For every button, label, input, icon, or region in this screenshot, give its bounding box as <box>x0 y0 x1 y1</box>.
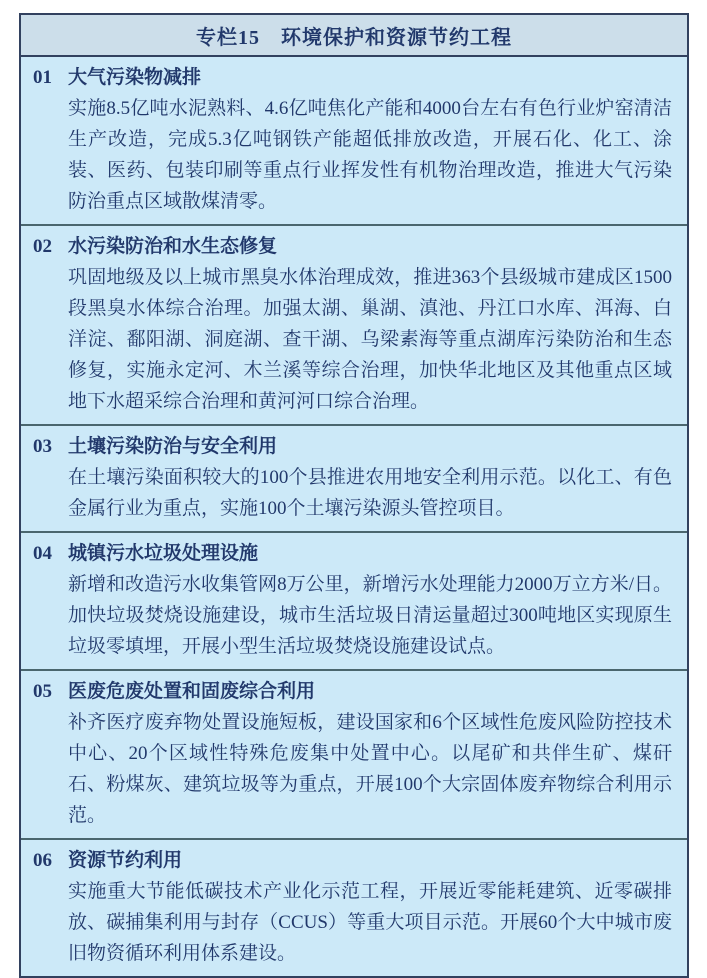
section-title: 土壤污染防治与安全利用 <box>68 436 278 457</box>
section-number: 02 <box>33 236 52 257</box>
section-heading <box>33 676 672 707</box>
section-01-air-pollution <box>21 57 687 224</box>
section-number: 04 <box>33 543 52 564</box>
section-title: 医废危废处置和固废综合利用 <box>68 681 316 702</box>
section-06-resource-conservation <box>21 838 687 976</box>
panel-title: 专栏15 环境保护和资源节约工程 <box>21 15 687 57</box>
section-body-text: 补齐医疗废弃物处置设施短板，建设国家和6个区域性危废风险防控技术中心、20个区域性特殊危废集中处置中心。以尾矿和共伴生矿、煤矸石、粉煤灰、建筑垃圾等为重点，开展100个大宗固体废弃物综合利用示范。 <box>68 712 672 826</box>
section-heading <box>33 231 672 262</box>
section-heading <box>33 431 672 462</box>
section-number: 01 <box>33 67 52 88</box>
section-body-text: 实施8.5亿吨水泥熟料、4.6亿吨焦化产能和4000台左右有色行业炉窑清洁生产改造，完成5.3亿吨钢铁产能超低排放改造，开展石化、化工、涂装、医药、包装印刷等重点行业挥发性有机物治理改造，推进大气污染防治重点区域散煤清零。 <box>68 98 672 212</box>
section-heading <box>33 62 672 93</box>
section-body-text: 巩固地级及以上城市黑臭水体治理成效，推进363个县级城市建成区1500段黑臭水体综合治理。加强太湖、巢湖、滇池、丹江口水库、洱海、白洋淀、鄱阳湖、洞庭湖、查干湖、乌梁素海等重点湖库污染防治和生态修复，实施永定河、木兰溪等综合治理，加快华北地区及其他重点区域地下水超采综合治理和黄河河口综合治理。 <box>68 267 672 412</box>
section-05-hazardous-waste <box>21 669 687 838</box>
section-03-soil-pollution <box>21 424 687 531</box>
section-body-text: 新增和改造污水收集管网8万公里，新增污水处理能力2000万立方米/日。加快垃圾焚烧设施建设，城市生活垃圾日清运量超过300吨地区实现原生垃圾零填埋，开展小型生活垃圾焚烧设施建设试点。 <box>68 574 672 657</box>
section-title: 城镇污水垃圾处理设施 <box>68 543 259 564</box>
section-number: 05 <box>33 681 52 702</box>
section-number: 03 <box>33 436 52 457</box>
section-title: 资源节约利用 <box>68 850 183 871</box>
section-heading <box>33 538 672 569</box>
column-15-panel <box>19 13 689 978</box>
section-02-water-pollution <box>21 224 687 424</box>
section-title: 大气污染物减排 <box>68 67 202 88</box>
section-body-text: 实施重大节能低碳技术产业化示范工程，开展近零能耗建筑、近零碳排放、碳捕集利用与封存（CCUS）等重大项目示范。开展60个大中城市废旧物资循环利用体系建设。 <box>68 881 672 964</box>
section-body-text: 在土壤污染面积较大的100个县推进农用地安全利用示范。以化工、有色金属行业为重点，实施100个土壤污染源头管控项目。 <box>68 467 672 519</box>
section-number: 06 <box>33 850 52 871</box>
section-04-sewage-garbage <box>21 531 687 669</box>
section-title: 水污染防治和水生态修复 <box>68 236 278 257</box>
section-heading <box>33 845 672 876</box>
